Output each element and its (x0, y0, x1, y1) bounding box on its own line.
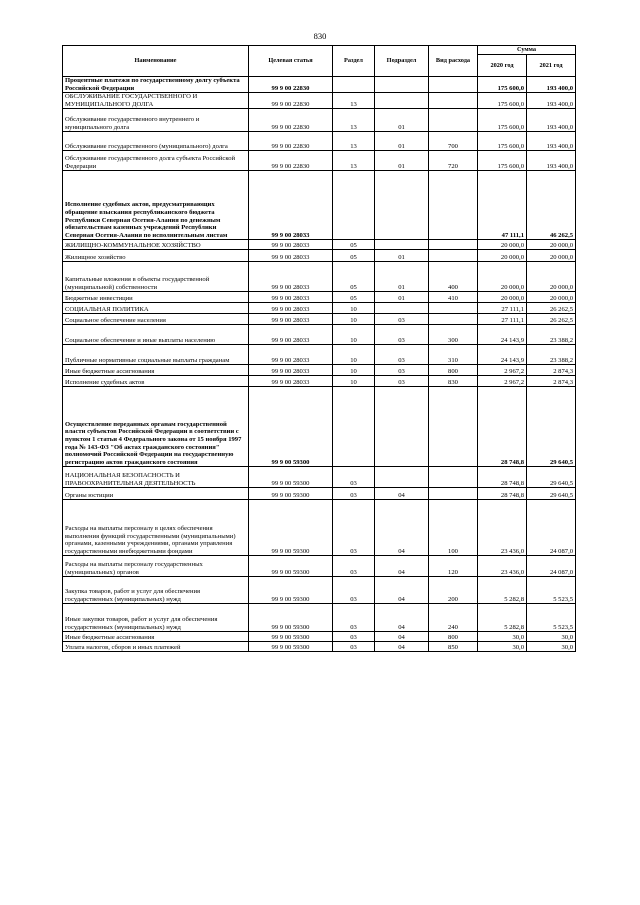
cell-target: 99 9 00 28033 (249, 171, 333, 240)
cell-expense-type (429, 171, 478, 240)
cell-expense-type: 200 (429, 577, 478, 604)
cell-target: 99 9 00 59300 (249, 604, 333, 632)
cell-amount-2020: 5 282,8 (478, 604, 527, 632)
cell-expense-type: 310 (429, 345, 478, 365)
cell-section: 05 (333, 240, 375, 250)
cell-section: 05 (333, 262, 375, 292)
cell-expense-type (429, 109, 478, 132)
cell-amount-2021: 26 262,5 (527, 303, 576, 314)
table-row (63, 642, 576, 652)
cell-expense-type: 120 (429, 556, 478, 577)
cell-amount-2020: 28 748,8 (478, 488, 527, 500)
cell-subsection (375, 171, 429, 240)
table-row (63, 604, 576, 632)
cell-name: ОБСЛУЖИВАНИЕ ГОСУДАРСТВЕННОГО И МУНИЦИПАЛЬНОГО ДОЛГА (63, 93, 249, 109)
cell-amount-2020: 20 000,0 (478, 240, 527, 250)
cell-subsection (375, 467, 429, 488)
cell-subsection: 04 (375, 500, 429, 556)
cell-section: 13 (333, 93, 375, 109)
cell-section: 10 (333, 314, 375, 325)
cell-name: Уплата налогов, сборов и иных платежей (63, 642, 249, 652)
cell-subsection: 01 (375, 292, 429, 303)
cell-amount-2020: 20 000,0 (478, 292, 527, 303)
cell-target: 99 9 00 28033 (249, 314, 333, 325)
table-row (63, 500, 576, 556)
header-target: Целевая статья (249, 46, 333, 77)
cell-section: 05 (333, 250, 375, 262)
cell-expense-type: 850 (429, 642, 478, 652)
cell-section: 05 (333, 292, 375, 303)
cell-target: 99 9 00 59300 (249, 467, 333, 488)
cell-amount-2020: 175 600,0 (478, 132, 527, 151)
cell-subsection: 03 (375, 365, 429, 376)
cell-section: 03 (333, 488, 375, 500)
table-body (63, 77, 576, 652)
cell-amount-2020: 2 967,2 (478, 365, 527, 376)
cell-target: 99 9 00 59300 (249, 642, 333, 652)
cell-amount-2021: 20 000,0 (527, 250, 576, 262)
cell-amount-2021: 193 400,0 (527, 151, 576, 171)
cell-amount-2020: 30,0 (478, 632, 527, 642)
cell-name: Расходы на выплаты персоналу государственных (муниципальных) органов (63, 556, 249, 577)
cell-amount-2021: 2 874,3 (527, 365, 576, 376)
cell-name: Обслуживание государственного внутреннего и муниципального долга (63, 109, 249, 132)
cell-section: 13 (333, 151, 375, 171)
cell-subsection: 03 (375, 376, 429, 387)
cell-expense-type (429, 77, 478, 93)
cell-amount-2021: 193 400,0 (527, 109, 576, 132)
cell-subsection: 01 (375, 262, 429, 292)
cell-target: 99 9 00 59300 (249, 488, 333, 500)
table-row (63, 262, 576, 292)
cell-target: 99 9 00 28033 (249, 250, 333, 262)
cell-name: Бюджетные инвестиции (63, 292, 249, 303)
table-row (63, 488, 576, 500)
cell-name: Публичные нормативные социальные выплаты гражданам (63, 345, 249, 365)
cell-target: 99 9 00 59300 (249, 500, 333, 556)
cell-subsection: 04 (375, 642, 429, 652)
cell-expense-type (429, 488, 478, 500)
cell-section (333, 387, 375, 467)
cell-section: 03 (333, 632, 375, 642)
cell-expense-type: 830 (429, 376, 478, 387)
cell-subsection: 04 (375, 632, 429, 642)
cell-expense-type: 800 (429, 365, 478, 376)
cell-amount-2020: 20 000,0 (478, 262, 527, 292)
cell-expense-type (429, 387, 478, 467)
cell-section: 03 (333, 577, 375, 604)
cell-name: ЖИЛИЩНО-КОММУНАЛЬНОЕ ХОЗЯЙСТВО (63, 240, 249, 250)
table-row (63, 577, 576, 604)
cell-amount-2020: 27 111,1 (478, 314, 527, 325)
cell-name: Иные бюджетные ассигнования (63, 632, 249, 642)
cell-amount-2021: 5 523,5 (527, 604, 576, 632)
cell-amount-2020: 27 111,1 (478, 303, 527, 314)
table-row (63, 365, 576, 376)
cell-expense-type (429, 93, 478, 109)
cell-target: 99 9 00 28033 (249, 345, 333, 365)
cell-name: Социальное обеспечение и иные выплаты населению (63, 325, 249, 345)
cell-expense-type: 300 (429, 325, 478, 345)
cell-amount-2021: 193 400,0 (527, 93, 576, 109)
table-row (63, 151, 576, 171)
cell-subsection: 04 (375, 488, 429, 500)
header-year-2020: 2020 год (478, 55, 527, 77)
cell-expense-type (429, 303, 478, 314)
cell-target: 99 9 00 59300 (249, 632, 333, 642)
cell-target: 99 9 00 59300 (249, 556, 333, 577)
table-row (63, 345, 576, 365)
cell-target: 99 9 00 28033 (249, 303, 333, 314)
cell-amount-2020: 24 143,9 (478, 325, 527, 345)
cell-target: 99 9 00 28033 (249, 365, 333, 376)
cell-amount-2020: 175 600,0 (478, 109, 527, 132)
cell-subsection: 03 (375, 325, 429, 345)
cell-amount-2021: 46 262,5 (527, 171, 576, 240)
cell-expense-type (429, 467, 478, 488)
header-subsection: Подраздел (375, 46, 429, 77)
cell-amount-2020: 24 143,9 (478, 345, 527, 365)
cell-section: 03 (333, 467, 375, 488)
cell-amount-2021: 24 087,0 (527, 556, 576, 577)
cell-expense-type: 240 (429, 604, 478, 632)
cell-amount-2020: 23 436,0 (478, 500, 527, 556)
cell-name: Закупка товаров, работ и услуг для обеспечения государственных (муниципальных) нужд (63, 577, 249, 604)
cell-name: Исполнение судебных актов, предусматривающих обращение взыскания республиканского бюджета Республики Северная Осетия-Алания по денежным обязательствам казенных учреждений Республики Северная Осетия-Алания по исполнительным листам (63, 171, 249, 240)
cell-expense-type (429, 314, 478, 325)
cell-section: 10 (333, 325, 375, 345)
cell-amount-2020: 175 600,0 (478, 77, 527, 93)
budget-table (62, 45, 576, 652)
cell-amount-2021: 193 400,0 (527, 77, 576, 93)
cell-subsection (375, 93, 429, 109)
cell-expense-type: 400 (429, 262, 478, 292)
header-year-2021: 2021 год (527, 55, 576, 77)
cell-name: Обслуживание государственного (муниципального) долга (63, 132, 249, 151)
cell-subsection (375, 303, 429, 314)
cell-name: Социальное обеспечение населения (63, 314, 249, 325)
table-row (63, 467, 576, 488)
cell-amount-2021: 193 400,0 (527, 132, 576, 151)
table-row (63, 376, 576, 387)
table-row (63, 93, 576, 109)
cell-subsection: 04 (375, 577, 429, 604)
cell-section: 03 (333, 604, 375, 632)
cell-target: 99 9 00 22830 (249, 132, 333, 151)
cell-target: 99 9 00 28033 (249, 240, 333, 250)
cell-amount-2021: 24 087,0 (527, 500, 576, 556)
header-expense-type: Вид расхода (429, 46, 478, 77)
cell-amount-2020: 20 000,0 (478, 250, 527, 262)
cell-amount-2021: 23 388,2 (527, 325, 576, 345)
table-row (63, 303, 576, 314)
cell-name: Иные закупки товаров, работ и услуг для обеспечения государственных (муниципальных) нужд (63, 604, 249, 632)
cell-amount-2021: 5 523,5 (527, 577, 576, 604)
cell-expense-type: 700 (429, 132, 478, 151)
cell-section: 10 (333, 303, 375, 314)
cell-expense-type (429, 240, 478, 250)
cell-name: Осуществление переданных органам государственной власти субъектов Российской Федерации в соответствии с пунктом 1 статьи 4 Федерального закона от 15 ноября 1997 года № 143-ФЗ "Об актах гражданского состояния" полномочий Российской Федерации на государственную регистрацию актов гражданского состояния (63, 387, 249, 467)
cell-name: Обслуживание государственного долга субъекта Российской Федерации (63, 151, 249, 171)
cell-name: Жилищное хозяйство (63, 250, 249, 262)
cell-subsection: 04 (375, 604, 429, 632)
cell-target: 99 9 00 59300 (249, 577, 333, 604)
cell-amount-2021: 26 262,5 (527, 314, 576, 325)
cell-amount-2020: 23 436,0 (478, 556, 527, 577)
cell-subsection: 03 (375, 345, 429, 365)
table-row (63, 292, 576, 303)
cell-target: 99 9 00 22830 (249, 151, 333, 171)
cell-amount-2021: 20 000,0 (527, 292, 576, 303)
cell-amount-2020: 175 600,0 (478, 151, 527, 171)
cell-target: 99 9 00 22830 (249, 77, 333, 93)
cell-name: Иные бюджетные ассигнования (63, 365, 249, 376)
cell-amount-2020: 28 748,8 (478, 467, 527, 488)
cell-amount-2021: 2 874,3 (527, 376, 576, 387)
cell-amount-2021: 29 640,5 (527, 467, 576, 488)
cell-expense-type: 800 (429, 632, 478, 642)
table-row (63, 109, 576, 132)
cell-amount-2020: 5 282,8 (478, 577, 527, 604)
cell-name: Исполнение судебных актов (63, 376, 249, 387)
table-row (63, 325, 576, 345)
cell-name: СОЦИАЛЬНАЯ ПОЛИТИКА (63, 303, 249, 314)
cell-section: 03 (333, 500, 375, 556)
cell-amount-2020: 2 967,2 (478, 376, 527, 387)
cell-target: 99 9 00 28033 (249, 325, 333, 345)
cell-section (333, 77, 375, 93)
table-row (63, 171, 576, 240)
cell-amount-2020: 175 600,0 (478, 93, 527, 109)
cell-section: 10 (333, 376, 375, 387)
cell-expense-type (429, 250, 478, 262)
cell-expense-type: 100 (429, 500, 478, 556)
cell-name: Расходы на выплаты персоналу в целях обеспечения выполнения функций государственными (муниципальными) органами, казенными учреждениями, органами управления государственными внебюджетными фондами (63, 500, 249, 556)
cell-section (333, 171, 375, 240)
cell-amount-2020: 47 111,1 (478, 171, 527, 240)
table-row (63, 132, 576, 151)
cell-subsection: 01 (375, 151, 429, 171)
cell-subsection: 03 (375, 314, 429, 325)
cell-name: Процентные платежи по государственному долгу субъекта Российской Федерации (63, 77, 249, 93)
cell-section: 03 (333, 556, 375, 577)
header-sum: Сумма (478, 46, 576, 55)
cell-section: 03 (333, 642, 375, 652)
cell-amount-2021: 30,0 (527, 632, 576, 642)
cell-amount-2021: 29 640,5 (527, 488, 576, 500)
cell-subsection: 01 (375, 250, 429, 262)
cell-subsection: 04 (375, 556, 429, 577)
cell-target: 99 9 00 22830 (249, 93, 333, 109)
cell-target: 99 9 00 28033 (249, 292, 333, 303)
cell-subsection (375, 240, 429, 250)
cell-amount-2020: 28 748,8 (478, 387, 527, 467)
cell-target: 99 9 00 22830 (249, 109, 333, 132)
cell-section: 13 (333, 109, 375, 132)
cell-subsection (375, 387, 429, 467)
cell-expense-type: 720 (429, 151, 478, 171)
cell-expense-type: 410 (429, 292, 478, 303)
header-section: Раздел (333, 46, 375, 77)
cell-name: НАЦИОНАЛЬНАЯ БЕЗОПАСНОСТЬ И ПРАВООХРАНИТЕЛЬНАЯ ДЕЯТЕЛЬНОСТЬ (63, 467, 249, 488)
cell-name: Капитальные вложения в объекты государственной (муниципальной) собственности (63, 262, 249, 292)
cell-amount-2020: 30,0 (478, 642, 527, 652)
table-row (63, 632, 576, 642)
table-row (63, 250, 576, 262)
cell-subsection: 01 (375, 132, 429, 151)
cell-name: Органы юстиции (63, 488, 249, 500)
cell-amount-2021: 30,0 (527, 642, 576, 652)
cell-amount-2021: 29 640,5 (527, 387, 576, 467)
table-row (63, 556, 576, 577)
table-row (63, 387, 576, 467)
cell-subsection: 01 (375, 109, 429, 132)
cell-section: 10 (333, 345, 375, 365)
cell-amount-2021: 23 388,2 (527, 345, 576, 365)
cell-target: 99 9 00 28033 (249, 376, 333, 387)
table-row (63, 314, 576, 325)
cell-target: 99 9 00 59300 (249, 387, 333, 467)
header-name: Наименование (63, 46, 249, 77)
cell-section: 13 (333, 132, 375, 151)
cell-target: 99 9 00 28033 (249, 262, 333, 292)
cell-amount-2021: 20 000,0 (527, 262, 576, 292)
cell-subsection (375, 77, 429, 93)
table-row (63, 240, 576, 250)
cell-section: 10 (333, 365, 375, 376)
table-row (63, 77, 576, 93)
page-number: 830 (313, 31, 327, 41)
cell-amount-2021: 20 000,0 (527, 240, 576, 250)
